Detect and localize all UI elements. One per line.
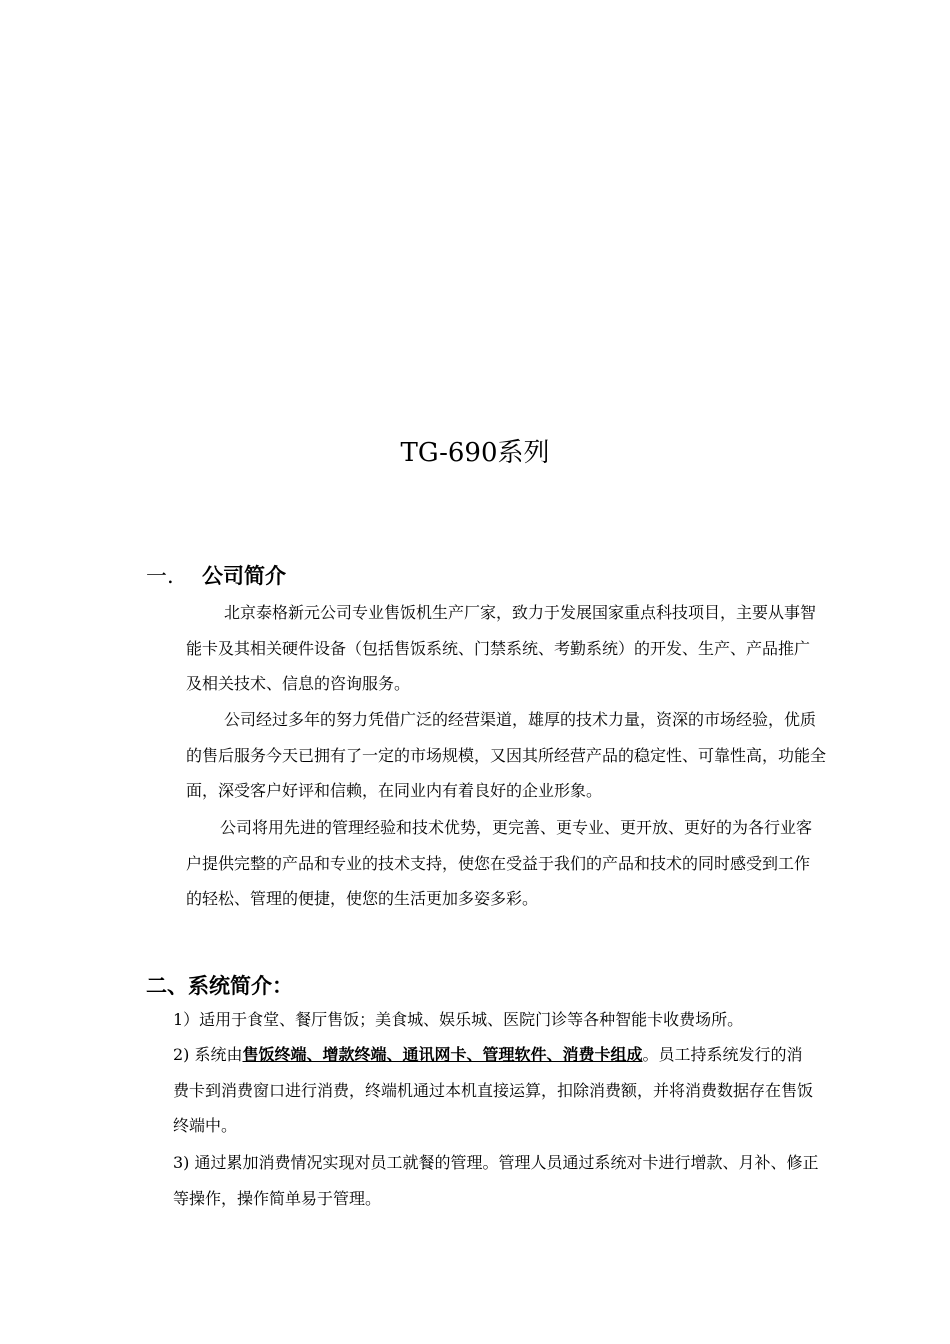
section-number: 一. bbox=[146, 564, 174, 588]
document-title: TG-690系列 bbox=[400, 438, 550, 468]
section-heading-company-intro bbox=[146, 560, 286, 590]
system-intro-item: 1）适用于食堂、餐厅售饭；美食城、娱乐城、医院门诊等各种智能卡收费场所。 bbox=[173, 1010, 744, 1029]
company-intro-paragraph: 公司将用先进的管理经验和技术优势，更完善、更专业、更开放、更好的为各行业客户提供完整的产品和专业的技术支持，使您在受益于我们的产品和技术的同时感受到工作的轻松、管理的便捷，使您的生活更加多姿多彩。 bbox=[186, 818, 813, 908]
company-intro-paragraph: 北京泰格新元公司专业售饭机生产厂家，致力于发展国家重点科技项目，主要从事智能卡及其相关硬件设备（包括售饭系统、门禁系统、考勤系统）的开发、生产、产品推广及相关技术、信息的咨询服务。 bbox=[186, 603, 817, 693]
item-suffix: 。员工持系统发行的消费卡到消费窗口进行消费，终端机通过本机直接运算，扣除消费额，并将消费数据存在售饭终端中。 bbox=[173, 1045, 814, 1135]
system-components-emphasis: 售饭终端、增款终端、通讯网卡、管理软件、消费卡组成 bbox=[242, 1045, 643, 1064]
system-intro-item bbox=[173, 1037, 813, 1144]
section-title: 公司简介 bbox=[202, 563, 286, 588]
section-heading-system-intro: 二、系统简介： bbox=[146, 973, 293, 998]
item-prefix: 2) 系统由 bbox=[173, 1045, 243, 1064]
company-intro-paragraph: 公司经过多年的努力凭借广泛的经营渠道，雄厚的技术力量，资深的市场经验，优质的售后服务今天已拥有了一定的市场规模，又因其所经营产品的稳定性、可靠性高，功能全面，深受客户好评和信赖，在同业内有着良好的企业形象。 bbox=[186, 710, 827, 800]
system-intro-item: 3) 通过累加消费情况实现对员工就餐的管理。管理人员通过系统对卡进行增款、月补、修正等操作，操作简单易于管理。 bbox=[173, 1153, 819, 1208]
